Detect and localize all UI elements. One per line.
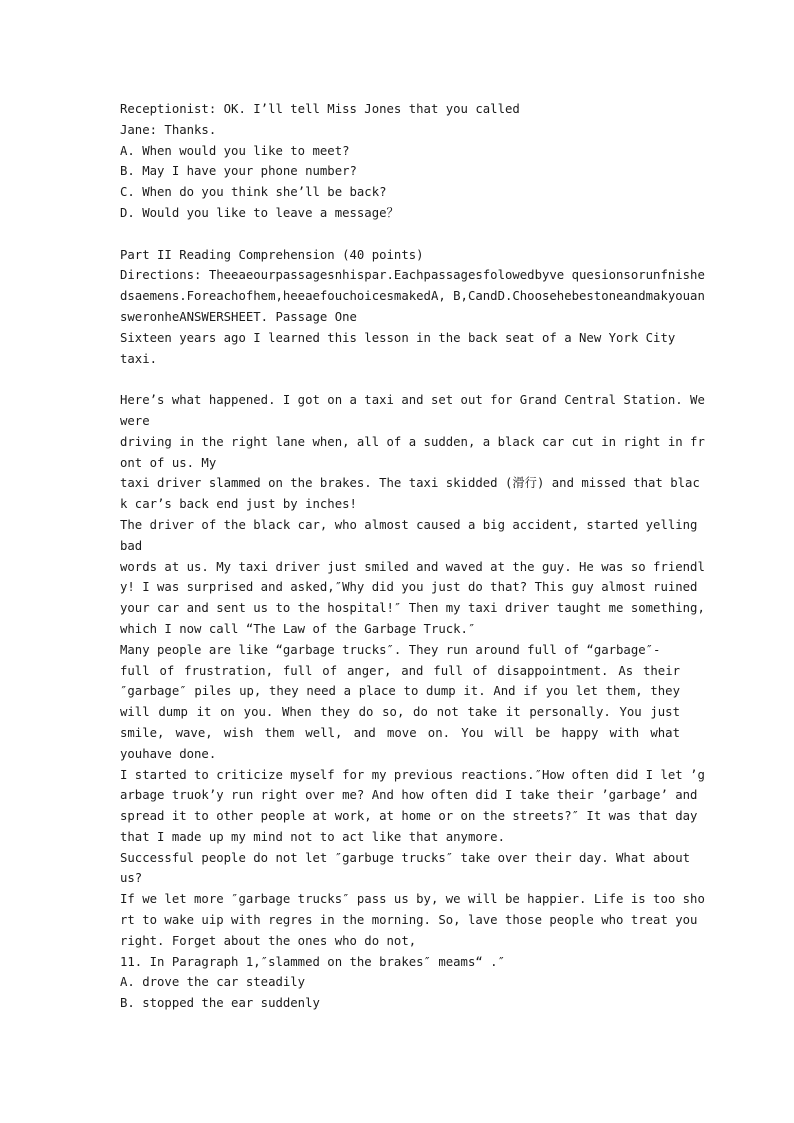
passage-line: will dump it on you. When they do so, do not take it personally. You just — [120, 705, 680, 720]
passage-line: that I made up my mind not to act like that anymore. — [120, 829, 505, 844]
passage-line: were — [120, 413, 150, 428]
passage-line: The driver of the black car, who almost caused a big accident, started yelling — [120, 517, 698, 532]
question-stem: 11. In Paragraph 1,″slammed on the brakes″ meams“ .″ — [120, 954, 505, 969]
directions-line: Directions: Theeaeourpassagesnhispar.Eachpassagesfolowedbyve quesionsorunfnishe — [120, 268, 705, 283]
directions-line: sweronheANSWERSHEET. Passage One — [120, 309, 357, 324]
passage-line: y! I was surprised and asked,″Why did you just do that? This guy almost ruined — [120, 580, 698, 595]
passage-line: Sixteen years ago I learned this lesson in the back seat of a New York City — [120, 330, 676, 345]
passage-line: your car and sent us to the hospital!″ Then my taxi driver taught me something, — [120, 601, 705, 616]
passage-line: arbage truok’y run right over me? And how often did I take their ’garbage’ and — [120, 788, 698, 803]
passage-line: driving in the right lane when, all of a sudden, a black car cut in right in fr — [120, 434, 705, 449]
spacer — [120, 369, 680, 390]
answer-option: B. stopped the ear suddenly — [120, 996, 320, 1011]
passage-line: Many people are like “garbage trucks″. They run around full of “garbage″- — [120, 642, 661, 657]
passage-line: spread it to other people at work, at home or on the streets?″ It was that day — [120, 809, 698, 824]
passage-line: k car’s back end just by inches! — [120, 497, 357, 512]
dialogue-line: Jane: Thanks. — [120, 122, 217, 137]
passage-line: Here’s what happened. I got on a taxi and set out for Grand Central Station. We — [120, 393, 705, 408]
answer-option: A. When would you like to meet? — [120, 143, 350, 158]
passage-line: smile, wave, wish them well, and move on. You will be happy with what — [120, 725, 680, 740]
passage-line: bad — [120, 538, 143, 553]
answer-option: B. May I have your phone number? — [120, 164, 357, 179]
passage-line: words at us. My taxi driver just smiled and waved at the guy. He was so friendl — [120, 559, 705, 574]
passage-line: rt to wake uip with regres in the morning. So, lave those people who treat you — [120, 913, 698, 928]
passage-line: us? — [120, 871, 143, 886]
passage-line: ont of us. My — [120, 455, 217, 470]
passage-line: right. Forget about the ones who do not, — [120, 933, 417, 948]
passage-line: full of frustration, full of anger, and full of disappointment. As their — [120, 663, 680, 678]
passage-line: I started to criticize myself for my previous reactions.″How often did I let ’g — [120, 767, 705, 782]
passage-line: taxi. — [120, 351, 158, 366]
section-heading: Part II Reading Comprehension (40 points) — [120, 247, 424, 262]
dialogue-line: Receptionist: OK. I’ll tell Miss Jones that you called — [120, 102, 520, 116]
document-page — [120, 99, 705, 1014]
passage-line: taxi driver slammed on the brakes. The taxi skidded (滑行) and missed that blac — [120, 476, 700, 491]
directions-line: dsaemens.Foreachofhem,heeaefouchoicesmakedA, B,CandD.Choosehebestoneandmakyouan — [120, 289, 705, 304]
spacer — [120, 224, 680, 245]
passage-line: If we let more ″garbage trucks″ pass us by, we will be happier. Life is too sho — [120, 892, 705, 907]
answer-option: C. When do you think she’ll be back? — [120, 185, 387, 200]
answer-option: A. drove the car steadily — [120, 975, 306, 990]
answer-option: D. Would you like to leave a message？ — [120, 205, 399, 220]
passage-line: ″garbage″ piles up, they need a place to dump it. And if you let them, they — [120, 684, 680, 699]
passage-line: Successful people do not let ″garbuge trucks″ take over their day. What about — [120, 850, 691, 865]
passage-line: youhave done. — [120, 746, 217, 761]
passage-line: which I now call “The Law of the Garbage Truck.″ — [120, 621, 476, 636]
